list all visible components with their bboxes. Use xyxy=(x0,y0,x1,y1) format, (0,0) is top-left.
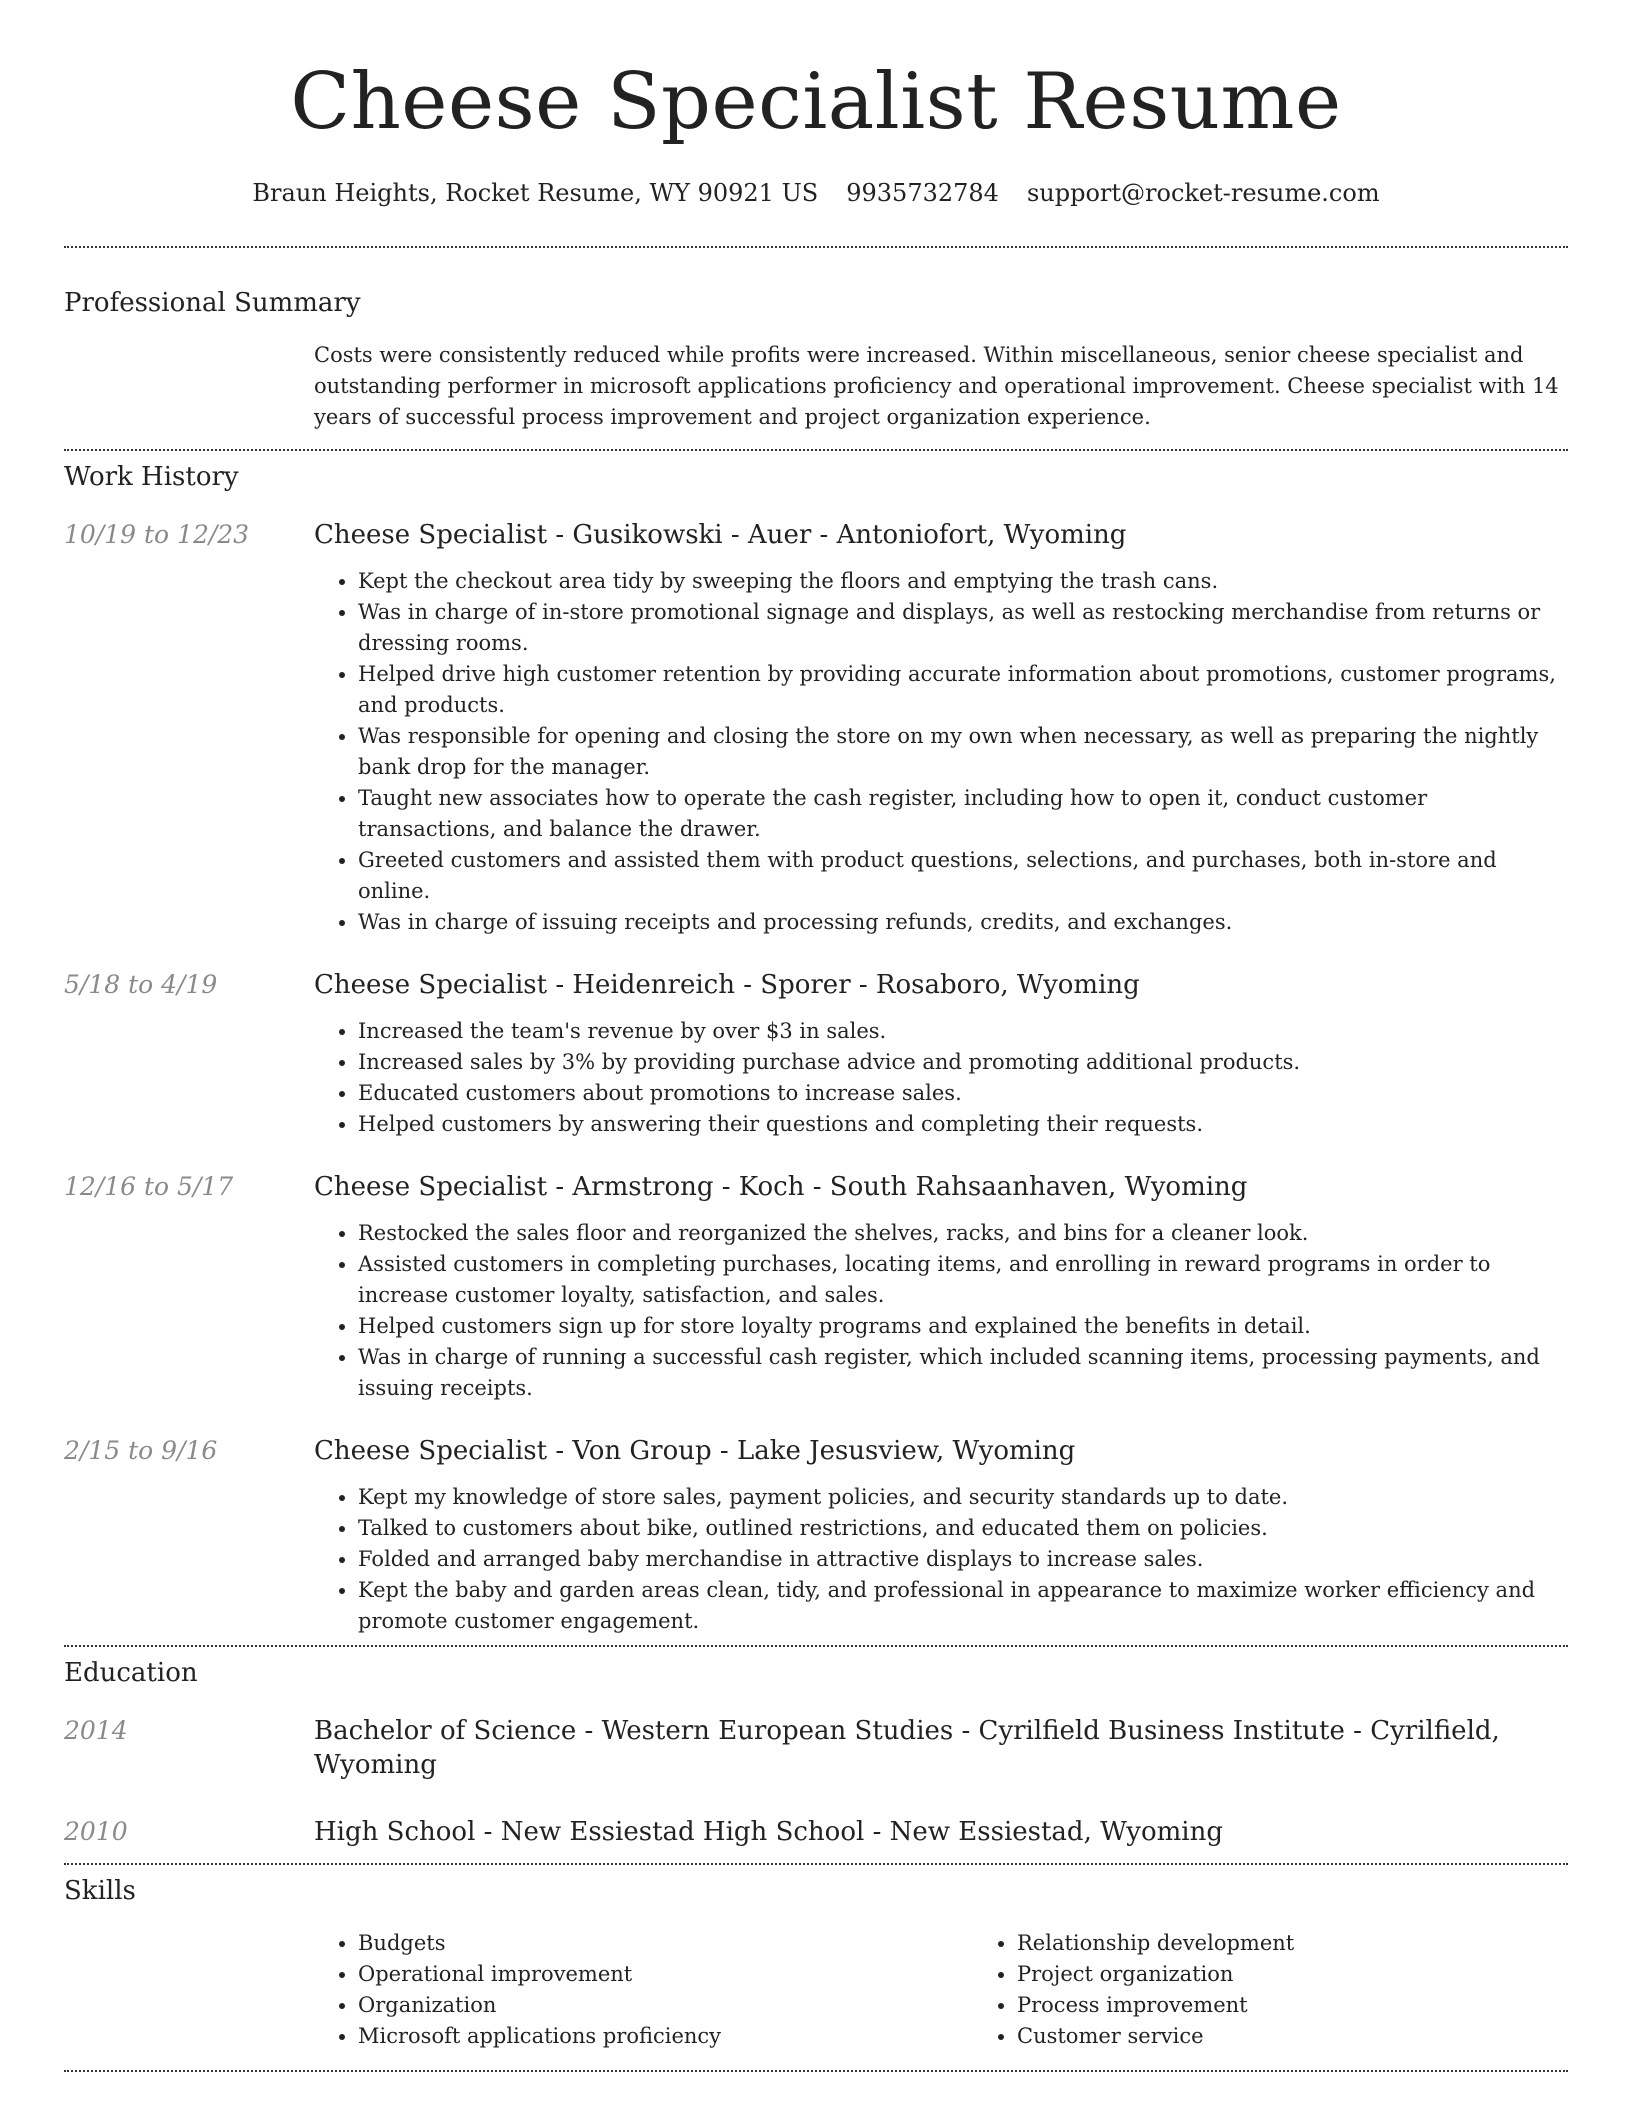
skill-item: • Operational improvement xyxy=(358,1959,973,1990)
list-item: • Assisted customers in completing purchases, locating items, and enrolling in reward programs in order to increase customer loyalty, satisfaction, and sales. xyxy=(358,1249,1568,1311)
skill-item: • Customer service xyxy=(1017,2021,1632,2052)
job-entry xyxy=(64,518,1568,938)
job-bullets xyxy=(314,1016,1568,1140)
list-item: • Kept the baby and garden areas clean, tidy, and professional in appearance to maximize worker efficiency and promote customer engagement. xyxy=(358,1575,1568,1637)
page-title: Cheese Specialist Resume xyxy=(290,57,1342,147)
skill-item: • Microsoft applications proficiency xyxy=(358,2021,973,2052)
list-item: • Talked to customers about bike, outlined restrictions, and educated them on policies. xyxy=(358,1513,1568,1544)
list-item: • Was in charge of issuing receipts and processing refunds, credits, and exchanges. xyxy=(358,907,1568,938)
skill-item: • Project organization xyxy=(1017,1959,1632,1990)
list-item: • Was in charge of in-store promotional signage and displays, as well as restocking merchandise from returns or dressing rooms. xyxy=(358,597,1568,659)
job-entry xyxy=(64,968,1568,1140)
education-section xyxy=(64,1647,1568,1863)
section-heading-work: Work History xyxy=(64,462,239,492)
job-title: Cheese Specialist - Armstrong - Koch - South Rahsaanhaven, Wyoming xyxy=(314,1172,1248,1202)
education-entry xyxy=(64,1714,1568,1782)
job-entry xyxy=(64,1170,1568,1404)
list-item: • Increased sales by 3% by providing purchase advice and promoting additional products. xyxy=(358,1047,1568,1078)
contact-phone: 9935732784 xyxy=(846,179,999,207)
section-heading-education: Education xyxy=(64,1658,198,1688)
skill-item: • Budgets xyxy=(358,1928,973,1959)
contact-address: Braun Heights, Rocket Resume, WY 90921 US xyxy=(252,179,819,207)
job-bullets xyxy=(314,1482,1568,1637)
resume-page xyxy=(64,0,1568,2072)
skill-item: • Process improvement xyxy=(1017,1990,1632,2021)
education-title: Bachelor of Science - Western European Studies - Cyrilfield Business Institute - Cyrilfield, Wyoming xyxy=(314,1716,1500,1780)
list-item: • Restocked the sales floor and reorganized the shelves, racks, and bins for a cleaner look. xyxy=(358,1218,1568,1249)
job-bullets xyxy=(314,1218,1568,1404)
section-heading-skills: Skills xyxy=(64,1876,136,1906)
job-dates: 5/18 to 4/19 xyxy=(64,970,218,999)
summary-section xyxy=(64,248,1568,449)
work-section xyxy=(64,451,1568,1645)
education-year: 2014 xyxy=(64,1716,128,1745)
skill-item: • Relationship development xyxy=(1017,1928,1632,1959)
job-title: Cheese Specialist - Gusikowski - Auer - Antoniofort, Wyoming xyxy=(314,520,1127,550)
summary-text: Costs were consistently reduced while profits were increased. Within miscellaneous, senior cheese specialist and outstanding performer in microsoft applications proficiency and operational improvement. Cheese specialist with 14 years of successful process improvement and project organization experience. xyxy=(314,343,1559,429)
section-heading-summary: Professional Summary xyxy=(64,288,361,318)
skills-section xyxy=(64,1865,1568,2070)
divider xyxy=(64,2070,1568,2072)
list-item: • Helped drive high customer retention by providing accurate information about promotions, customer programs, and products. xyxy=(358,659,1568,721)
job-bullets xyxy=(314,566,1568,938)
skills-list-right xyxy=(973,1928,1632,2052)
list-item: • Helped customers sign up for store loyalty programs and explained the benefits in detail. xyxy=(358,1311,1568,1342)
skill-item: • Organization xyxy=(358,1990,973,2021)
list-item: • Kept my knowledge of store sales, payment policies, and security standards up to date. xyxy=(358,1482,1568,1513)
list-item: • Was in charge of running a successful cash register, which included scanning items, processing payments, and issuing receipts. xyxy=(358,1342,1568,1404)
list-item: • Taught new associates how to operate the cash register, including how to open it, conduct customer transactions, and balance the drawer. xyxy=(358,783,1568,845)
job-title: Cheese Specialist - Von Group - Lake Jesusview, Wyoming xyxy=(314,1436,1076,1466)
list-item: • Educated customers about promotions to increase sales. xyxy=(358,1078,1568,1109)
contact-email: support@rocket-resume.com xyxy=(1026,179,1380,207)
education-title: High School - New Essiestad High School - New Essiestad, Wyoming xyxy=(314,1817,1223,1847)
job-dates: 12/16 to 5/17 xyxy=(64,1172,234,1201)
skills-list-left xyxy=(314,1928,973,2052)
list-item: • Kept the checkout area tidy by sweeping the floors and emptying the trash cans. xyxy=(358,566,1568,597)
list-item: • Helped customers by answering their questions and completing their requests. xyxy=(358,1109,1568,1140)
education-entry xyxy=(64,1815,1568,1849)
education-year: 2010 xyxy=(64,1817,128,1846)
job-entry xyxy=(64,1434,1568,1637)
contact-line xyxy=(64,176,1568,210)
list-item: • Greeted customers and assisted them with product questions, selections, and purchases, both in-store and online. xyxy=(358,845,1568,907)
list-item: • Was responsible for opening and closing the store on my own when necessary, as well as preparing the nightly bank drop for the manager. xyxy=(358,721,1568,783)
list-item: • Increased the team's revenue by over $3 in sales. xyxy=(358,1016,1568,1047)
job-title: Cheese Specialist - Heidenreich - Sporer - Rosaboro, Wyoming xyxy=(314,970,1140,1000)
list-item: • Folded and arranged baby merchandise in attractive displays to increase sales. xyxy=(358,1544,1568,1575)
job-dates: 10/19 to 12/23 xyxy=(64,520,250,549)
job-dates: 2/15 to 9/16 xyxy=(64,1436,218,1465)
